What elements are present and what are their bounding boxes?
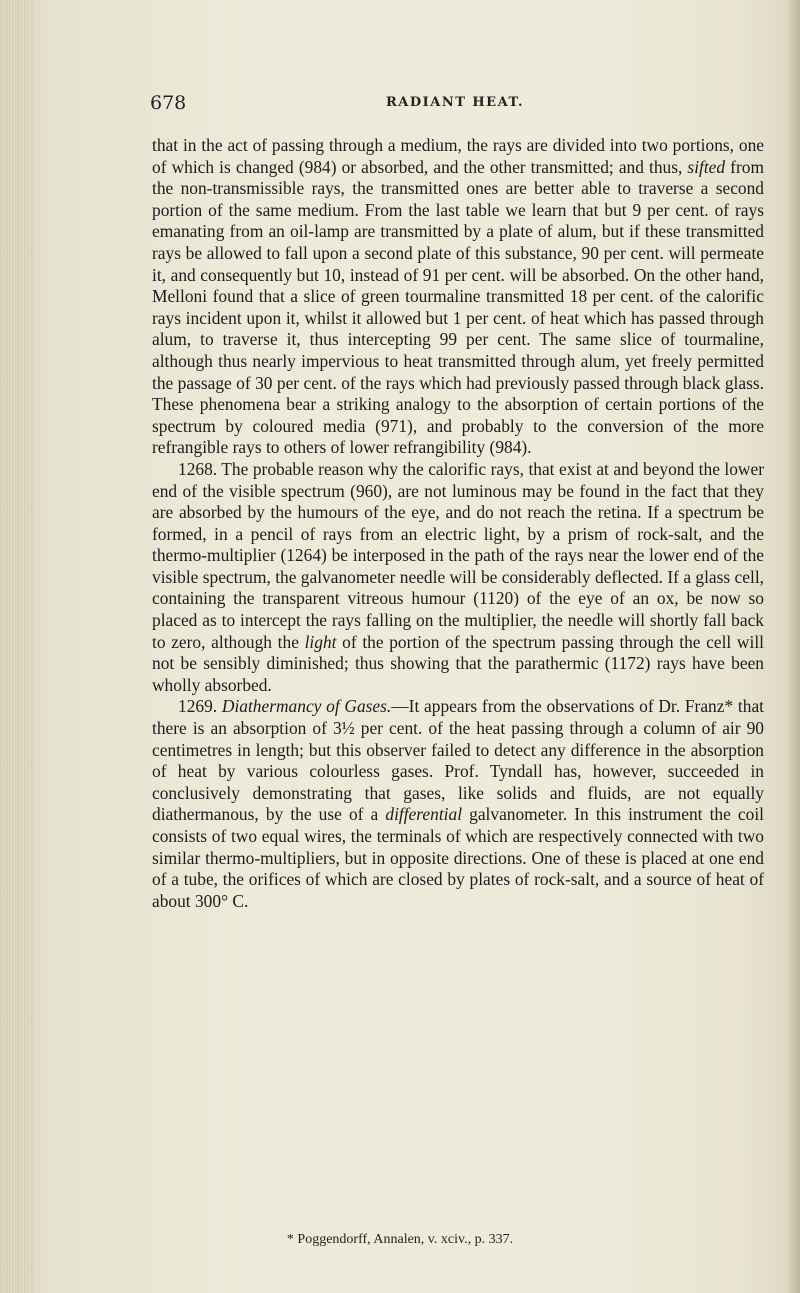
paragraph-1-text-b: from the non-transmissible rays, the transmitted ones are better able to traverse a second portion of the same medium. From the last table we learn that but 9 per cent. of rays emanating from an oil-lamp are transmitted by a plate of alum, but if these transmitted rays be allowed to fall upon a second plate of this substance, 90 per cent. will permeate it, and consequently but 10, instead of 91 per cent. will be absorbed. On the other hand, Melloni found that a slice of green tourmaline transmitted 18 per cent. of the calorific rays incident upon it, whilst it allowed but 1 per cent. of heat which has passed through alum, to traverse it, thus intercepting 99 per cent. The same slice of tourmaline, although thus nearly impervious to heat transmitted through alum, yet freely permitted the passage of 30 per cent. of the rays which had previously passed through black glass. These phenomena bear a striking analogy to the absorption of certain portions of the spectrum by coloured media (971), and probably to the conversion of the more refrangible rays to others of lower refrangibility (984).: [152, 156, 764, 458]
page-right-edge: [788, 0, 800, 1293]
page-number: 678: [150, 92, 187, 114]
footnote: * Poggendorff, Annalen, v. xciv., p. 337.: [286, 1232, 514, 1247]
paragraph-1269-text-a: —It appears from the observations of Dr. Franz* that there is an absorption of 3½ per cent. of the heat passing through a column of air 90 centimetres in length; but this observer failed to detect any difference in the absorption of heat by various colourless gases. Prof. Tyndall has, however, succeeded in conclusively demonstrating that gases, like solids and fluids, are not equally diathermanous, by the use of a: [152, 696, 764, 825]
paragraph-1268-text-a: 1268. The probable reason why the calorific rays, that exist at and beyond the lower end of the visible spectrum (960), are not luminous may be found in the fact that they are absorbed by the humours of the eye, and do not reach the retina. If a spectrum be formed, in a pencil of rays from an electric light, by a prism of rock-salt, and the thermo-multiplier (1264) be interposed in the path of the rays near the lower end of the visible spectrum, the galvanometer needle will be considerably deflected. If a glass cell, containing the transparent vitreous humour (1120) of the eye of an ox, be now so placed as to intercept the rays falling on the multiplier, the needle will shortly fall back to zero, although the: [152, 458, 764, 652]
paragraph-1269: [152, 696, 764, 912]
paragraph-1269-number: 1269.: [178, 696, 222, 717]
paragraph-1268-text-b: of the portion of the spectrum passing through the cell will not be sensibly diminished; thus showing that the parathermic (1172) rays have been wholly absorbed.: [152, 631, 764, 695]
paragraph-1269-text-b: galvanometer. In this instrument the coil consists of two equal wires, the terminals of which are respectively connected with two similar thermo-multipliers, but in opposite directions. One of these is placed at one end of a tube, the orifices of which are closed by plates of rock-salt, and a source of heat of about 300° C.: [152, 804, 765, 911]
paragraph-1268-italic: light: [304, 631, 337, 652]
page-header: [150, 92, 760, 116]
body-text: [152, 135, 764, 912]
paragraph-1: [152, 135, 764, 459]
page-gutter-edge: [0, 0, 34, 1293]
paragraph-1-text-a: that in the act of passing through a medium, the rays are divided into two portions, one of which is changed (984) or absorbed, and the other transmitted; and thus,: [152, 135, 764, 177]
running-head: RADIANT HEAT.: [385, 95, 524, 110]
paragraph-1269-italic: differential: [385, 804, 463, 825]
paragraph-1268: [152, 459, 764, 697]
section-heading-diathermancy: Diathermancy of Gases.: [221, 696, 392, 717]
paragraph-1-italic: sifted: [687, 156, 726, 177]
